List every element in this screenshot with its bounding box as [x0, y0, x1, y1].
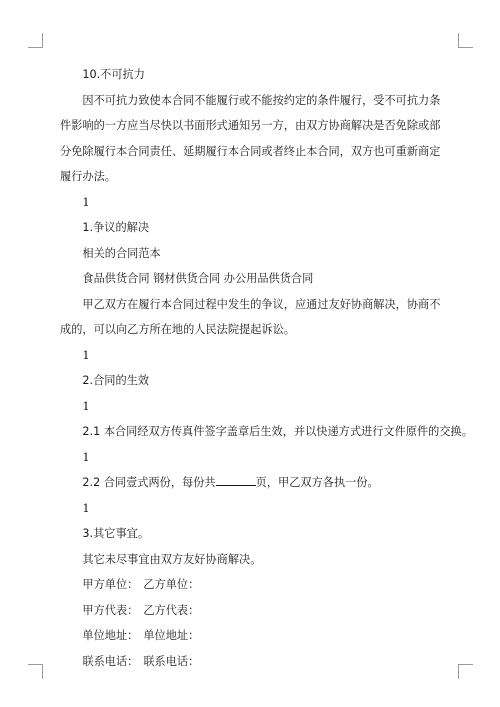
page-count-blank	[216, 474, 256, 486]
party-unit-row	[60, 572, 448, 598]
party-a-rep-label: 甲方代表：	[82, 603, 139, 617]
page-number-marker: 1	[82, 398, 90, 413]
page-number-marker: 1	[82, 449, 90, 464]
section-2-title: 2.合同的生效	[82, 374, 150, 387]
section-10-body: 因不可抗力致使本合同不能履行或不能按约定的条件履行，受不可抗力条件影响的一方应当尽快以书面形式通知另一方，由双方协商解决是否免除或部分免除履行本合同责任、延期履行本合同或者终止本合同，双方也可重新商定履行办法。	[60, 93, 441, 183]
section-3-body: 其它未尽事宜由双方友好协商解决。	[82, 552, 262, 566]
crop-mark-bottom-left	[28, 664, 43, 679]
party-a-address-label: 单位地址：	[82, 629, 139, 642]
related-contracts-list: 食品供货合同 钢材供货合同 办公用品供货合同	[82, 272, 314, 285]
page-number-marker: 1	[82, 347, 90, 362]
section-1-title: 1.争议的解决	[82, 221, 150, 234]
crop-mark-top-left	[28, 33, 43, 48]
clause-2-2	[60, 470, 448, 496]
document-body	[60, 62, 473, 674]
clause-2-1: 2.1 本合同经双方传真件签字盖章后生效，并以快递方式进行文件原件的交换。	[82, 425, 473, 438]
section-10-title: 10.不可抗力	[82, 68, 145, 81]
page-number-marker: 1	[82, 194, 90, 209]
party-b-rep-label: 乙方代表：	[143, 603, 200, 617]
party-b-phone-label: 联系电话：	[143, 654, 200, 668]
phone-row	[60, 649, 448, 675]
clause-2-2-part-b: 页，甲乙双方各执一份。	[255, 476, 379, 489]
party-b-unit-label: 乙方单位：	[143, 578, 200, 591]
clause-2-2-part-a: 2.2 合同壹式两份，每份共	[82, 476, 216, 489]
section-3-title: 3.其它事宜。	[82, 527, 150, 540]
related-contracts-title: 相关的合同范本	[82, 246, 161, 260]
party-a-unit-label: 甲方单位：	[82, 578, 139, 591]
crop-mark-bottom-right	[458, 664, 473, 679]
crop-mark-top-right	[458, 33, 473, 48]
dispute-body: 甲乙双方在履行本合同过程中发生的争议，应通过友好协商解决，协商不成的，可以向乙方所在地的人民法院提起诉讼。	[60, 297, 441, 336]
party-a-phone-label: 联系电话：	[82, 654, 139, 668]
party-b-address-label: 单位地址：	[143, 629, 200, 642]
page-number-marker: 1	[82, 500, 90, 515]
party-rep-row	[60, 598, 448, 624]
address-row	[60, 623, 448, 649]
